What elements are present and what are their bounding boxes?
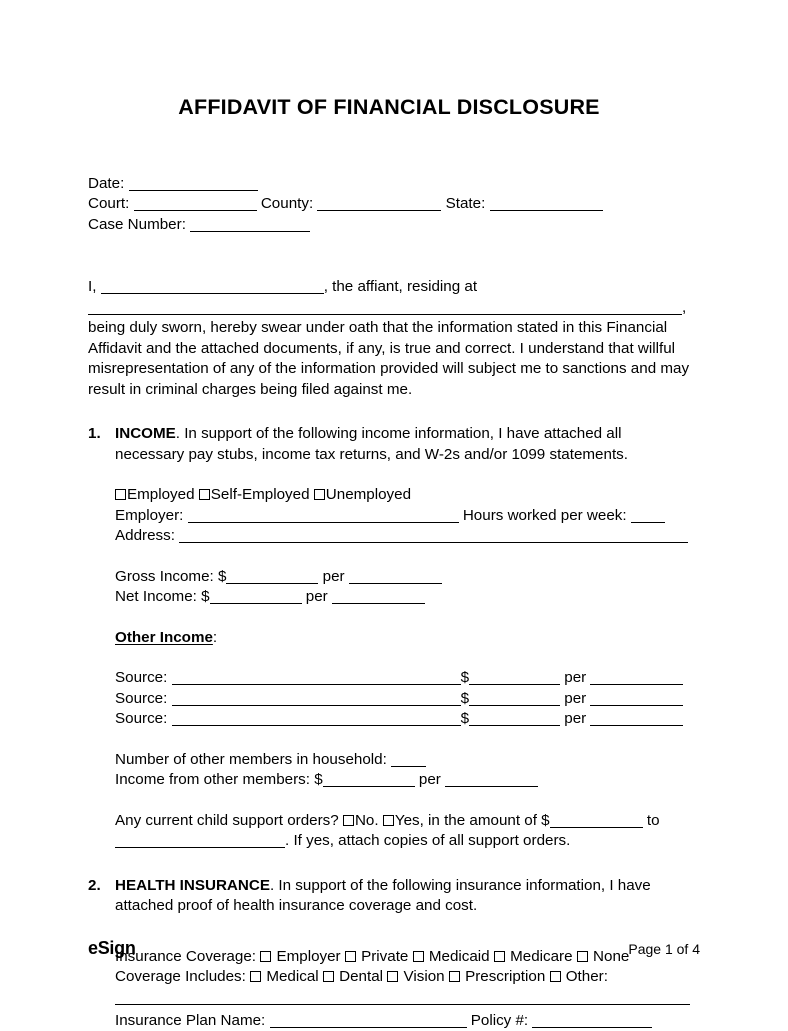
household-members-label: Number of other members in household: [115,750,387,768]
source-amount-blank-1[interactable] [469,684,560,685]
affiant-name-blank[interactable] [101,293,324,294]
other-income-source-row-3 [115,709,690,730]
hours-label: Hours worked per week: [462,506,627,524]
date-row [88,174,690,195]
gross-income-label: Gross Income: $ [115,567,227,585]
child-support-to-label: to [646,811,660,829]
household-income-row [115,770,690,791]
insurance-plan-name-blank[interactable] [270,1027,467,1028]
source-name-blank-3[interactable] [172,725,461,726]
coverage-includes-row [115,967,690,988]
page-footer [88,938,700,959]
checkbox-includes-medical[interactable] [250,971,261,982]
label-employed: Employed [127,486,195,504]
label-coverage-medicare: Medicare [510,947,573,965]
child-support-note: . If yes, attach copies of all support orders. [285,832,571,850]
gross-income-per-label: per [322,567,345,585]
section-income-heading: INCOME [115,425,176,443]
court-county-state-row [88,194,690,215]
other-income-heading-row [115,628,690,649]
date-label: Date: [88,174,125,192]
net-income-row [115,587,690,608]
household-members-blank[interactable] [391,766,426,767]
source-name-blank-2[interactable] [172,705,461,706]
child-support-row [115,811,690,832]
source-per-label-2: per [564,689,587,707]
child-support-question: Any current child support orders? [115,811,339,829]
address-input-blank[interactable] [179,542,688,543]
section-income-intro: . In support of the following income information, I have attached all necessary pay stubs, income tax returns, and W-2s and/or 1099 statements. [115,425,628,463]
household-income-amount-blank[interactable] [323,786,415,787]
net-income-per-label: per [305,588,328,606]
label-includes-medical: Medical [266,968,319,986]
affiant-address-row [88,298,690,319]
case-number-input-blank[interactable] [190,231,310,232]
net-income-amount-blank[interactable] [210,603,302,604]
label-coverage-none: None [593,947,630,965]
label-child-support-no: No. [354,811,379,829]
insurance-plan-name-label: Insurance Plan Name: [115,1011,266,1029]
coverage-includes-label: Coverage Includes: [115,968,246,986]
section-health-insurance [88,876,690,917]
household-members-row [115,750,690,771]
checkbox-employed[interactable] [115,489,126,500]
gross-income-row [115,567,690,588]
checkbox-includes-vision[interactable] [387,971,398,982]
page-title: AFFIDAVIT OF FINANCIAL DISCLOSURE [178,95,600,119]
address-row [115,526,690,547]
case-number-label: Case Number: [88,215,186,233]
court-input-blank[interactable] [134,210,257,211]
source-dollar-2: $ [460,689,470,707]
employer-label: Employer: [115,506,184,524]
section-income-number: 1. [88,425,101,443]
source-amount-blank-2[interactable] [469,705,560,706]
label-self-employed: Self-Employed [210,486,310,504]
household-income-per-label: per [418,771,441,789]
case-number-row [88,215,690,236]
source-period-blank-3[interactable] [590,725,683,726]
label-includes-vision: Vision [403,968,445,986]
source-period-blank-2[interactable] [590,705,683,706]
affiant-address-blank[interactable] [88,314,682,315]
source-label-1: Source: [115,669,168,687]
section-health-insurance-number: 2. [88,876,101,894]
employer-input-blank[interactable] [188,522,459,523]
affiant-name-suffix: , the affiant, residing at [323,278,478,296]
gross-income-period-blank[interactable] [349,583,442,584]
employer-row [115,506,690,527]
section-income [88,424,690,465]
affiant-oath-paragraph: being duly sworn, hereby swear under oath that the information stated in this Financial Affidavit and the attached documents, if any, is true and correct. I understand that willful misrepresentation of any of the information provided will subject me to sanctions and may result in criminal charges being filed against me. [88,319,690,398]
hours-input-blank[interactable] [631,522,665,523]
source-label-2: Source: [115,689,168,707]
label-includes-prescription: Prescription [465,968,546,986]
address-label: Address: [115,527,175,545]
court-label: Court: [88,195,130,213]
document-content [88,0,690,1031]
section-health-insurance-heading: HEALTH INSURANCE [115,876,270,894]
policy-number-blank[interactable] [532,1027,652,1028]
policy-number-label: Policy #: [470,1011,529,1029]
net-income-label: Net Income: $ [115,588,210,606]
checkbox-unemployed[interactable] [314,489,325,500]
page-number: Page 1 of 4 [628,941,700,957]
label-coverage-private: Private [361,947,409,965]
household-income-period-blank[interactable] [445,786,538,787]
source-period-blank-1[interactable] [590,684,683,685]
child-support-payee-blank[interactable] [115,847,285,848]
affiant-name-row [88,277,690,298]
label-includes-dental: Dental [339,968,384,986]
other-income-colon: : [212,628,218,646]
gross-income-amount-blank[interactable] [226,583,318,584]
source-name-blank-1[interactable] [172,684,461,685]
state-label: State: [445,195,486,213]
checkbox-includes-other[interactable] [550,971,561,982]
county-input-blank[interactable] [317,210,441,211]
county-label: County: [260,195,314,213]
child-support-note-row [115,831,690,852]
source-dollar-1: $ [460,669,470,687]
label-unemployed: Unemployed [325,486,412,504]
employment-status-row [115,485,690,506]
source-dollar-3: $ [460,710,470,728]
source-per-label-3: per [564,710,587,728]
checkbox-child-support-no[interactable] [343,815,354,826]
label-coverage-medicaid: Medicaid [428,947,490,965]
label-child-support-yes: Yes, in the amount of $ [394,811,550,829]
state-input-blank[interactable] [490,210,603,211]
brand-logo: eSign [88,938,136,958]
affiant-i-label: I, [88,278,97,296]
other-income-heading: Other Income [115,628,213,646]
label-coverage-employer: Employer [276,947,341,965]
household-income-label: Income from other members: $ [115,771,323,789]
insurance-plan-row [115,1011,690,1031]
insurance-coverage-label: Insurance Coverage: [115,947,256,965]
section-health-insurance-intro: . In support of the following insurance information, I have attached proof of health insurance coverage and cost. [115,876,651,915]
other-income-source-row-1 [115,668,690,689]
source-label-3: Source: [115,710,168,728]
checkbox-self-employed[interactable] [199,489,210,500]
checkbox-child-support-yes[interactable] [383,815,394,826]
label-includes-other: Other: [565,968,608,986]
other-income-source-row-2 [115,689,690,710]
affiant-address-suffix: , [682,298,687,316]
source-amount-blank-3[interactable] [469,725,560,726]
date-input-blank[interactable] [129,190,258,191]
source-per-label-1: per [564,669,587,687]
checkbox-includes-prescription[interactable] [449,971,460,982]
net-income-period-blank[interactable] [332,603,425,604]
checkbox-includes-dental[interactable] [323,971,334,982]
child-support-amount-blank[interactable] [550,827,643,828]
